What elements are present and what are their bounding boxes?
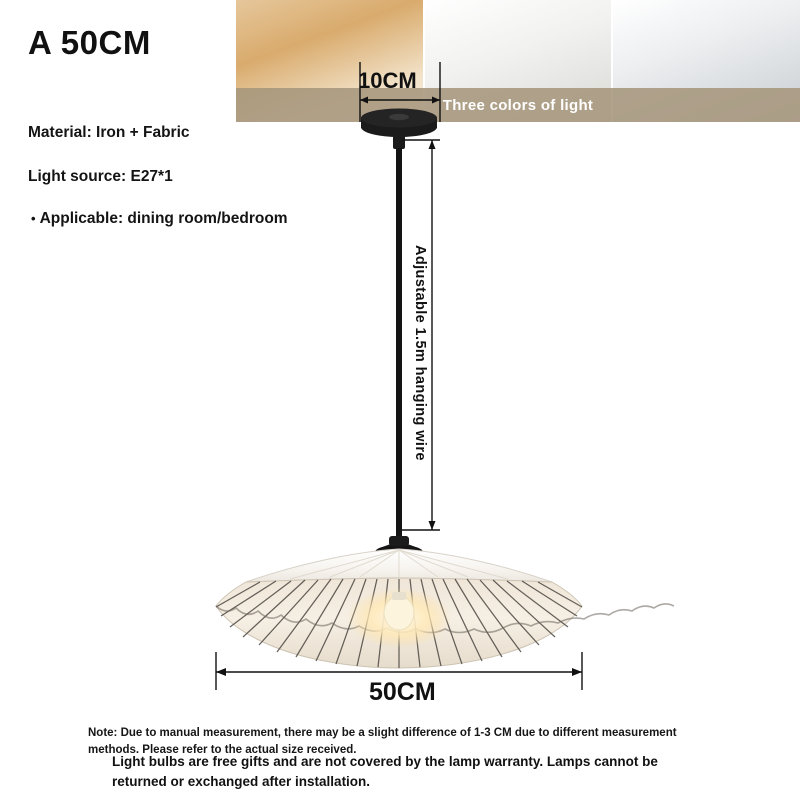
dimension-bottom-width: 50CM <box>369 678 436 706</box>
dimension-wire-length: Adjustable 1.5m hanging wire <box>412 245 428 461</box>
bullet-icon: • <box>31 211 36 227</box>
measurement-note: Note: Due to manual measurement, there may be a slight difference of 1-3 CM due to different measurement methods. Please refer to the actual size received. <box>88 727 677 756</box>
spec-light-source: Light source: E27*1 <box>28 168 173 185</box>
spec-applicable-text: Applicable: dining room/bedroom <box>39 210 288 227</box>
warranty-note: Light bulbs are free gifts and are not covered by the lamp warranty. Lamps cannot be returned or exchanged after installation. <box>112 754 658 790</box>
page-title: A 50CM <box>28 24 151 61</box>
swatch-caption: Three colors of light <box>236 88 800 122</box>
spec-material: Material: Iron + Fabric <box>28 124 190 141</box>
dimension-top-width: 10CM <box>358 68 417 93</box>
